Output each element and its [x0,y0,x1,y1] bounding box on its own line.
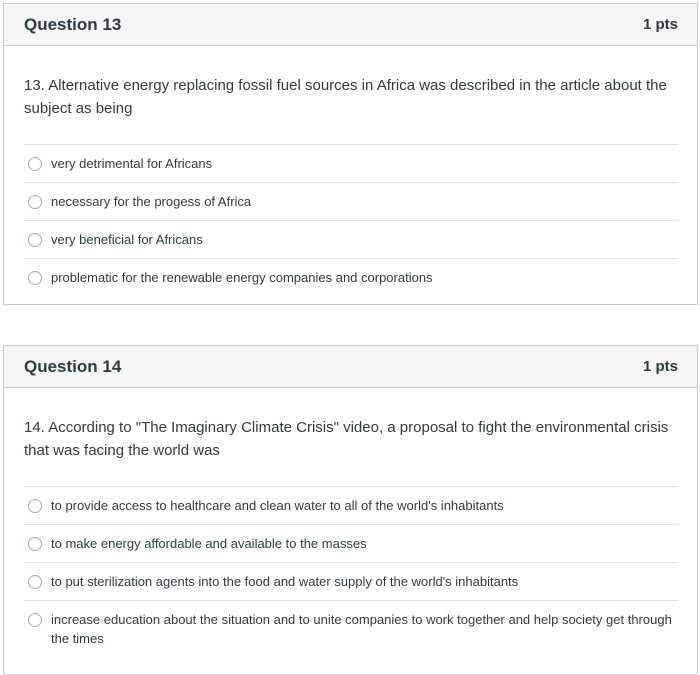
answer-label: increase education about the situation and to unite companies to work together and help society get through the times [51,612,672,646]
radio-button[interactable] [28,613,42,627]
radio-button[interactable] [28,195,42,209]
answer-option[interactable] [24,524,678,562]
answer-label: very detrimental for Africans [51,156,213,171]
question-points: 1 pts [642,16,678,33]
question-header [4,4,697,46]
question-title: Question 14 [24,356,122,376]
radio-button[interactable] [28,499,42,513]
answer-option[interactable] [24,600,678,657]
question-text: 14. According to "The Imaginary Climate Crisis" video, a proposal to fight the environmental crisis that was facing the world was [24,419,669,459]
answer-label: to provide access to healthcare and clean water to all of the world's inhabitants [51,498,504,513]
answer-option[interactable] [24,144,678,182]
question-body [4,388,697,657]
question-title: Question 13 [24,14,122,34]
question-points: 1 pts [642,358,678,375]
answer-option[interactable] [24,562,678,600]
answer-label: to put sterilization agents into the food and water supply of the world's inhabitants [51,574,519,589]
radio-button[interactable] [28,537,42,551]
answer-label: necessary for the progess of Africa [51,194,252,209]
answer-option[interactable] [24,182,678,220]
answer-option[interactable] [24,486,678,524]
answer-label: to make energy affordable and available to the masses [51,536,367,551]
question-body [4,46,697,296]
question-14-card [3,345,698,675]
answer-label: very beneficial for Africans [51,232,203,247]
answer-option[interactable] [24,258,678,296]
question-text: 13. Alternative energy replacing fossil fuel sources in Africa was described in the article about the subject as being [24,77,667,117]
answer-list [24,486,678,657]
radio-button[interactable] [28,233,42,247]
question-header [4,346,697,388]
answer-list [24,144,678,296]
question-13-card [3,3,698,305]
radio-button[interactable] [28,271,42,285]
radio-button[interactable] [28,157,42,171]
answer-label: problematic for the renewable energy companies and corporations [51,270,433,285]
answer-option[interactable] [24,220,678,258]
radio-button[interactable] [28,575,42,589]
